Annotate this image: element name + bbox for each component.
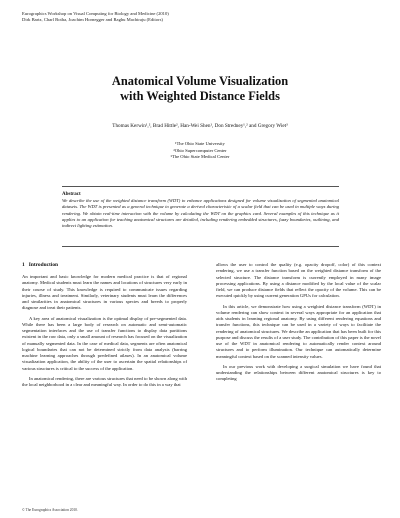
venue-header <box>22 11 169 23</box>
section-title: Introduction <box>28 262 59 268</box>
right-column <box>216 262 381 387</box>
paper-title <box>0 74 400 104</box>
title-line: Anatomical Volume Visualization <box>111 74 289 88</box>
abstract-text: We describe the use of the weighted distance transform (WDT) to enhance applications designed for volume visualization of segmented anatomical datasets. The WDT is presented as a general technique to generate a derived characteristic of a scalar field that can be used in multiple ways during rendering. We obtain real-time interaction with the volume by calculating the WDT on the graphics card. Several examples of this technique as it applies to an application for teaching anatomical structures are detailed, including rendering embedded structures, fuzzy boundaries, outlining, and indirect lighting estimation. <box>62 198 339 229</box>
body-paragraph: In anatomical rendering, there are various structures that need to be shown along with the local neighborhood in a clear and meaningful way. In order to do this in a way that <box>22 375 187 387</box>
section-number: 1 <box>22 262 25 268</box>
editors-line: Dirk Bartz, Charl Botha, Joachim Hornegger and Raghu Machiraju (Editors) <box>22 17 163 23</box>
venue-line: Eurographics Workshop on Visual Computing for Biology and Medicine (2010) <box>22 11 169 16</box>
body-paragraph: In this article, we demonstrate how using a weighted distance transform (WDT) in volume rendering can show context in several ways appropriate for an application that aids students in learning regional anatomy. By using different rendering equations and transfer functions, this technique can be used in a variety of ways to facilitate the rendering of anatomical structures. We describe an application that has been built for this purpose and discuss the results of a user study. The contribution of this paper is the novel use of the WDT in anatomical rendering to automatically render context around structures and to perform illumination. Our technique can automatically determine meaningful context based on the scanned intensity values. <box>216 303 381 359</box>
abstract-heading: Abstract <box>62 192 81 197</box>
affiliation: ²Ohio Supercomputer Center <box>173 147 227 153</box>
title-line: with Weighted Distance Fields <box>120 89 280 104</box>
copyright-footer: © The Eurographics Association 2010. <box>22 508 78 512</box>
abstract-bottom-rule <box>62 246 339 247</box>
affiliation: ³The Ohio State Medical Center <box>170 154 230 160</box>
affiliations <box>0 141 400 161</box>
body-paragraph: A key area of anatomical visualization is the optimal display of pre-segmented data. While there has been a large body of research on automatic and semi-automatic segmentation interfaces and the use of transfer functions to display data partitions existent in the raw data, only a small amount of research has focused on the visualization of manually segmented data. In the case of medical data, segments are often anatomical logical boundaries that can not be determined strictly from data analysis (barring machine learning approaches through predefined atlases). In an anatomical volume visualization application, the ability of the user to ascertain the spatial relationships of various structures is critical to the success of the application. <box>22 315 187 371</box>
body-paragraph: An important and basic knowledge for modern medical practice is that of regional anatomy. Medical students must learn the names and locations of structures very early in their course of study. This knowledge is required to communicate issues regarding injuries, illness and treatment. Similarly, veterinary students must learn the differences and similarities in anatomical structures in various species and breeds to properly diagnose and treat their patients. <box>22 274 187 311</box>
affiliation: ¹The Ohio State University <box>175 141 225 146</box>
author-list: Thomas Kerwin¹,², Brad Hittle², Han-Wei Shen¹, Don Stredney¹,² and Gregory Wiet³ <box>112 123 288 129</box>
body-paragraph: In our previous work with developing a surgical simulation we have found that understanding the relationships between different anatomical structures is key to completing <box>216 363 381 382</box>
section-heading <box>22 262 187 269</box>
left-column <box>22 262 187 392</box>
abstract-top-rule <box>62 186 339 187</box>
abstract-block <box>62 191 339 229</box>
body-paragraph: allows the user to control the quality (e.g. opacity dropoff, color) of this context rendering, we use a transfer function based on the weighted distance transform of the selected structure. The distance transform is currently employed in many image processing applications. By using a distance modified by the local value of the scalar field, we can produce distance fields that reflect the opacity of the volume. This can be executed quickly by using current generation GPUs for calculation. <box>216 262 381 299</box>
